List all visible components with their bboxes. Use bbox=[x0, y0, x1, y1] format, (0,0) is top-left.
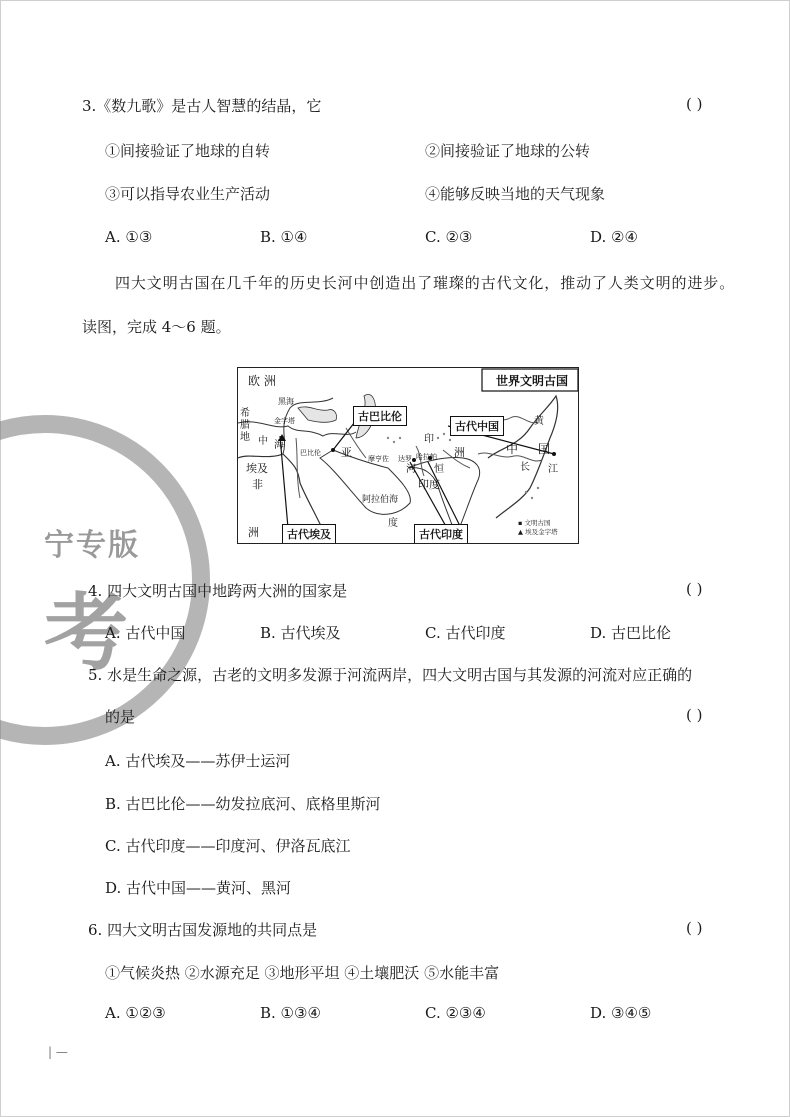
map-tag-egypt: 古代埃及 bbox=[282, 524, 336, 544]
q5-option-b[interactable]: B. 古巴比伦——幼发拉底河、底格里斯河 bbox=[105, 795, 381, 813]
map-label-babylon-small: 巴比伦 bbox=[300, 449, 321, 457]
q3-option-c[interactable]: C. ②③ bbox=[425, 228, 473, 246]
map-label-hala: 哈拉帕 bbox=[416, 453, 437, 461]
map-label-jinzita: 金字塔 bbox=[274, 417, 295, 425]
map-label-heng: 恒 bbox=[434, 464, 444, 475]
q4-answer-paren[interactable]: ( ) bbox=[686, 580, 703, 598]
q6-stem: 6. 四大文明古国发源地的共同点是 bbox=[88, 921, 318, 939]
q3-option-a[interactable]: A. ①③ bbox=[105, 228, 153, 246]
q5-stem-line-1: 5. 水是生命之源，古老的文明多发源于河流两岸，四大文明古国与其发源的河流对应正确的 bbox=[88, 666, 693, 684]
q5-option-c[interactable]: C. 古代印度——印度河、伊洛瓦底江 bbox=[105, 837, 351, 855]
legend-item-civilization: ▪ 文明古国 bbox=[518, 519, 551, 527]
map-label-zhong-sea: 中 bbox=[258, 436, 268, 447]
map-label-la: 腊 bbox=[240, 420, 250, 431]
map-label-xi: 希 bbox=[240, 408, 250, 419]
map-label-asia-zhou: 洲 bbox=[454, 446, 465, 459]
map-label-jiang: 江 bbox=[548, 464, 558, 475]
map-label-europe: 欧 洲 bbox=[248, 374, 276, 388]
footer-mark: | — bbox=[48, 1045, 68, 1059]
map-label-china-guo: 国 bbox=[538, 442, 551, 456]
q3-option-d[interactable]: D. ②④ bbox=[590, 228, 638, 246]
q6-option-c[interactable]: C. ②③④ bbox=[425, 1004, 486, 1022]
map-label-aiji: 埃及 bbox=[246, 462, 268, 475]
map-label-ya: 亚 bbox=[341, 446, 352, 459]
q5-option-a[interactable]: A. 古代埃及——苏伊士运河 bbox=[105, 752, 291, 770]
legend-item-pyramid: ▲ 埃及金字塔 bbox=[518, 528, 558, 536]
map-tag-india: 古代印度 bbox=[414, 524, 468, 544]
map-label-heihai: 黑海 bbox=[278, 397, 294, 406]
q3-answer-paren[interactable]: ( ) bbox=[686, 95, 703, 113]
legend-dot-icon: ▪ bbox=[518, 519, 523, 527]
q3-item-4: ④能够反映当地的天气现象 bbox=[425, 185, 606, 203]
map-label-china-zhong: 中 bbox=[506, 442, 519, 456]
q3-item-1: ①间接验证了地球的自转 bbox=[105, 142, 271, 160]
q3-item-2: ②间接验证了地球的公转 bbox=[425, 142, 591, 160]
map-label-yin: 印 bbox=[424, 434, 434, 445]
map-legend bbox=[518, 518, 579, 544]
q4-option-a[interactable]: A. 古代中国 bbox=[105, 624, 186, 642]
civilizations-map bbox=[237, 367, 579, 544]
map-title: 世界文明古国 bbox=[496, 374, 569, 388]
q6-option-a[interactable]: A. ①②③ bbox=[105, 1004, 166, 1022]
map-tag-china: 古代中国 bbox=[450, 416, 504, 436]
map-label-di: 地 bbox=[240, 432, 250, 443]
q6-answer-paren[interactable]: ( ) bbox=[686, 919, 703, 937]
q3-stem: 3.《数九歌》是古人智慧的结晶，它 bbox=[82, 97, 322, 115]
watermark-text-small: 宁专版 bbox=[44, 528, 140, 563]
q6-option-d[interactable]: D. ③④⑤ bbox=[590, 1004, 652, 1022]
legend-triangle-icon: ▲ bbox=[518, 528, 523, 536]
q3-option-b[interactable]: B. ①④ bbox=[260, 228, 308, 246]
q4-option-c[interactable]: C. 古代印度 bbox=[425, 624, 506, 642]
intro-line-1: 四大文明古国在几千年的历史长河中创造出了璀璨的古代文化，推动了人类文明的进步。 bbox=[115, 274, 736, 292]
q5-option-d[interactable]: D. 古代中国——黄河、黑河 bbox=[105, 879, 292, 897]
q6-option-b[interactable]: B. ①③④ bbox=[260, 1004, 321, 1022]
map-tag-babylon: 古巴比伦 bbox=[353, 406, 407, 426]
map-label-hai: 海 bbox=[274, 440, 284, 451]
map-label-du: 度 bbox=[388, 518, 398, 529]
map-label-huang: 黄 bbox=[534, 416, 544, 427]
map-label-fei: 非 bbox=[252, 478, 263, 491]
map-label-africa-zhou: 洲 bbox=[248, 526, 259, 539]
q4-option-b[interactable]: B. 古代埃及 bbox=[260, 624, 341, 642]
map-label-he: 河 bbox=[406, 464, 416, 475]
q5-answer-paren[interactable]: ( ) bbox=[686, 706, 703, 724]
map-label-daluo: 达罗 bbox=[398, 455, 412, 463]
q6-items: ①气候炎热 ②水源充足 ③地形平坦 ④土壤肥沃 ⑤水能丰富 bbox=[105, 964, 500, 982]
q4-option-d[interactable]: D. 古巴比伦 bbox=[590, 624, 672, 642]
map-label-arabia: 阿拉伯海 bbox=[362, 495, 399, 505]
map-label-india: 印度 bbox=[418, 478, 440, 491]
q3-item-3: ③可以指导农业生产活动 bbox=[105, 185, 271, 203]
q5-stem-line-2: 的是 bbox=[105, 708, 136, 726]
map-label-mohenjo: 摩亨佐 bbox=[368, 455, 389, 463]
map-label-chang: 长 bbox=[520, 462, 530, 473]
watermark-text-large: 考 bbox=[44, 584, 129, 682]
intro-line-2: 读图，完成 4～6 题。 bbox=[82, 318, 231, 336]
q4-stem: 4. 四大文明古国中地跨两大洲的国家是 bbox=[88, 582, 348, 600]
